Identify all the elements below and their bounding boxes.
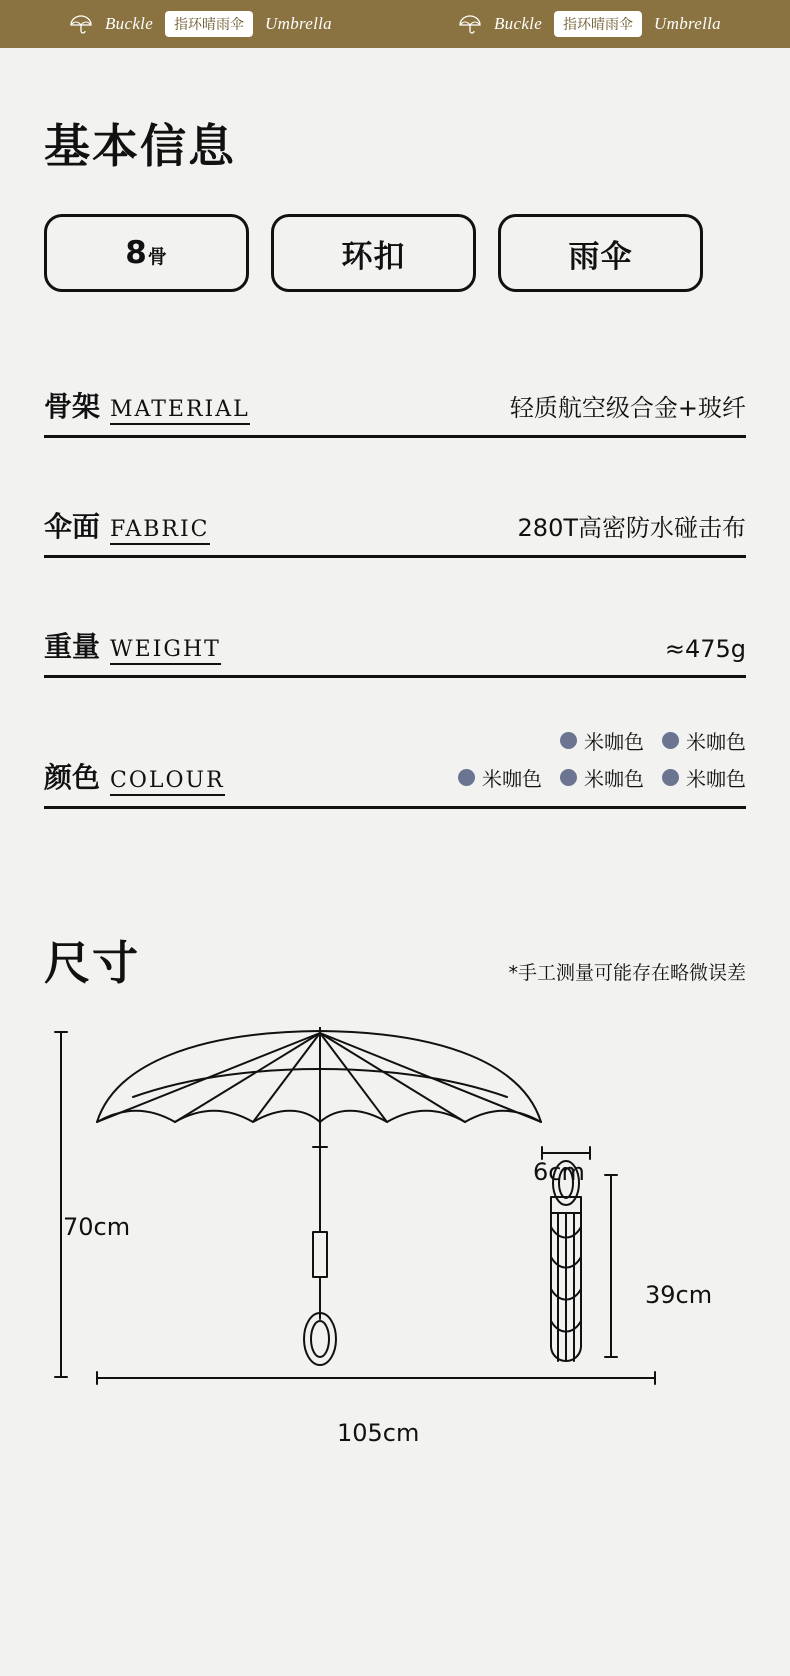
top-banner (0, 0, 790, 48)
colour-dot-icon (662, 732, 679, 749)
spec-label-cn: 伞面 (44, 510, 101, 543)
spec-row-weight (44, 606, 746, 678)
spec-label (44, 756, 225, 796)
spec-row-material (44, 366, 746, 438)
feature-tag-row (44, 214, 790, 292)
colour-swatch[interactable] (458, 763, 542, 792)
spec-label-cn: 骨架 (44, 390, 101, 423)
colour-name: 米咖色 (686, 767, 746, 791)
dimension-open-height: 70cm (63, 1213, 131, 1241)
spec-label-en: WEIGHT (110, 639, 221, 665)
banner-word-umbrella: Umbrella (654, 14, 721, 33)
banner-group-2 (458, 11, 721, 37)
colour-swatch-grid (458, 726, 746, 796)
dimension-folded-height: 39cm (645, 1281, 713, 1309)
spec-label-en: MATERIAL (110, 399, 250, 425)
spec-label-en: FABRIC (110, 519, 210, 545)
dimension-folded-width: 6cm (533, 1158, 585, 1186)
colour-swatch[interactable] (662, 726, 746, 755)
banner-pill: 指环晴雨伞 (554, 11, 642, 37)
dimension-open-width: 105cm (337, 1419, 420, 1447)
feature-tag (44, 214, 249, 292)
umbrella-dimension-drawing (45, 1027, 745, 1457)
feature-tag-label: 环扣 (341, 238, 406, 275)
size-note: *手工测量可能存在略微误差 (508, 962, 746, 984)
size-diagram (45, 1027, 745, 1457)
colour-swatch[interactable] (662, 763, 746, 792)
colour-name: 米咖色 (686, 730, 746, 754)
colour-name: 米咖色 (482, 767, 542, 791)
banner-word-buckle: Buckle (494, 14, 543, 33)
colour-name: 米咖色 (584, 767, 644, 791)
spec-row-fabric (44, 486, 746, 558)
banner-word-buckle: Buckle (105, 14, 154, 33)
spec-value: ≈475g (664, 635, 746, 663)
colour-swatch-row (458, 763, 746, 792)
spec-label-cn: 重量 (44, 630, 101, 663)
spec-label-en: COLOUR (110, 770, 225, 796)
banner-group-1 (69, 11, 332, 37)
spec-label (44, 505, 210, 545)
colour-name: 米咖色 (584, 730, 644, 754)
colour-dot-icon (458, 769, 475, 786)
size-section-header (44, 927, 746, 993)
colour-dot-icon (662, 769, 679, 786)
colour-dot-icon (560, 769, 577, 786)
banner-pill: 指环晴雨伞 (165, 11, 253, 37)
page-title: 基本信息 (44, 119, 236, 173)
feature-tag-label: 8骨 (125, 235, 168, 271)
spec-value: 280T高密防水碰击布 (517, 514, 746, 542)
spec-label (44, 625, 221, 665)
feature-tag-label: 雨伞 (568, 238, 633, 275)
size-title: 尺寸 (44, 936, 140, 990)
spec-row-colour (44, 726, 746, 809)
banner-word-umbrella: Umbrella (265, 14, 332, 33)
umbrella-icon (69, 14, 93, 34)
colour-dot-icon (560, 732, 577, 749)
umbrella-icon (458, 14, 482, 34)
feature-tag (271, 214, 476, 292)
colour-swatch[interactable] (560, 763, 644, 792)
spec-table (44, 366, 746, 809)
colour-swatch-row (560, 726, 746, 755)
spec-label (44, 385, 250, 425)
colour-swatch[interactable] (560, 726, 644, 755)
feature-tag (498, 214, 703, 292)
spec-value: 轻质航空级合金+玻纤 (509, 394, 746, 422)
spec-label-cn: 颜色 (44, 761, 101, 794)
